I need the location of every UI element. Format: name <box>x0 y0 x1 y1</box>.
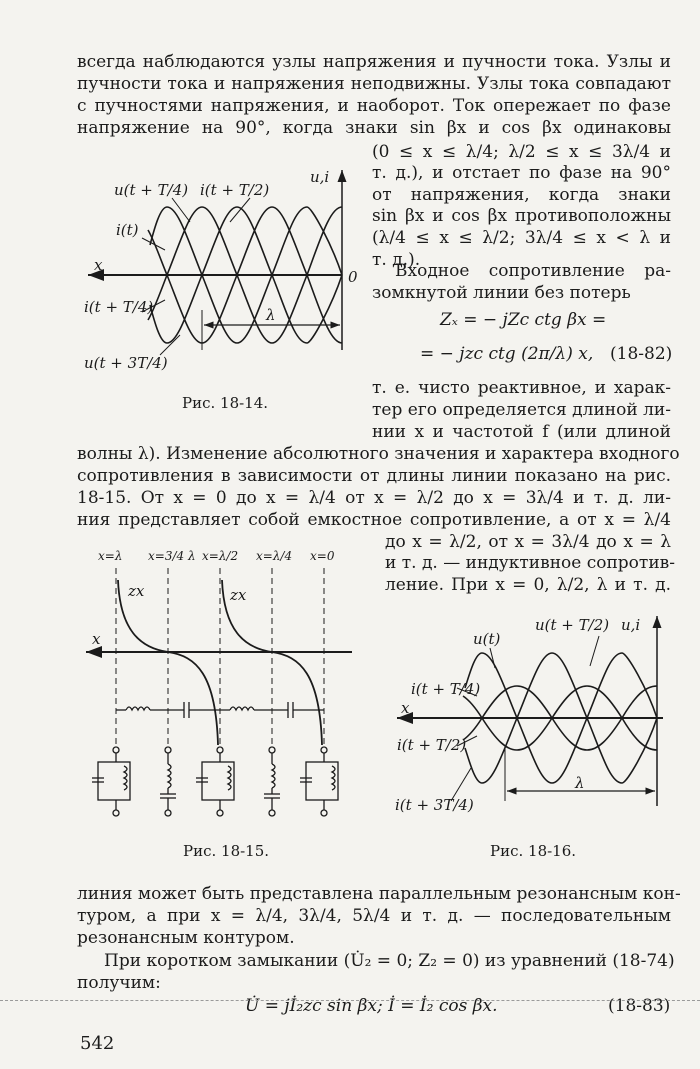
label-zero: 0 <box>348 268 358 286</box>
label-i-t-T2: i(t + T/2) <box>200 181 270 199</box>
text-line: линия может быть представлена параллельным резонансным кон- <box>77 884 681 904</box>
text-line: т. д.), и отстает по фазе на 90° <box>372 163 671 183</box>
figure-18-16 <box>385 596 685 836</box>
label-x: x <box>401 699 410 717</box>
text-line: ление. При x = 0, λ/2, λ и т. д. <box>385 575 671 595</box>
formula-18-83: U̇ = jİ₂zc sin βx; İ = İ₂ cos βx. <box>245 996 498 1016</box>
figure-18-15 <box>80 540 380 830</box>
label-lambda: λ <box>266 306 276 324</box>
label-i-t: i(t) <box>116 221 139 239</box>
label-i-t-3T4: i(t + 3T/4) <box>395 796 474 814</box>
text-line: тер его определяется длиной ли- <box>372 400 671 420</box>
text-line: с пучностями напряжения, и наоборот. Ток опережает по фазе <box>77 96 671 116</box>
page-number: 542 <box>80 1033 115 1054</box>
label-ui: u,i <box>310 168 330 186</box>
label-x-lambda-2: x=λ/2 <box>202 549 239 563</box>
text-line: (λ/4 ≤ x ≤ λ/2; 3λ/4 ≤ x < λ и <box>372 228 671 248</box>
caption-fig-18-14: Рис. 18-14. <box>182 394 269 412</box>
text-line: сопротивления в зависимости от длины линии показано на рис. <box>77 466 671 486</box>
text-line: всегда наблюдаются узлы напряжения и пучности тока. Узлы и <box>77 52 671 72</box>
label-lambda: λ <box>575 774 585 792</box>
text-line: волны λ). Изменение абсолютного значения и характера входного <box>77 444 680 464</box>
label-u-t-3T4: u(t + 3T/4) <box>84 354 168 372</box>
text-line: от напряжения, когда знаки <box>372 185 671 205</box>
caption-fig-18-15: Рис. 18-15. <box>183 842 270 860</box>
label-u-t: u(t) <box>473 630 501 648</box>
text-line: 18-15. От x = 0 до x = λ/4 от x = λ/2 до x = 3λ/4 и т. д. ли- <box>77 488 671 508</box>
label-x-lambda-4: x=λ/4 <box>256 549 293 563</box>
text-line: получим: <box>77 973 161 993</box>
caption-fig-18-16: Рис. 18-16. <box>490 842 577 860</box>
text-line: sin βx и cos βx противоположны <box>372 206 671 226</box>
label-u-t-T2: u(t + T/2) <box>535 616 610 634</box>
label-x-lambda: x=λ <box>98 549 123 563</box>
text-line: нии x и частотой f (или длиной <box>372 422 671 442</box>
formula-18-82-line2: = − jzc ctg (2π/λ) x, <box>420 344 594 364</box>
label-i-t-T4: i(t + T/4) <box>411 680 481 698</box>
label-ui: u,i <box>621 616 641 634</box>
label-x-zero: x=0 <box>310 549 335 563</box>
text-line: ния представляет собой емкостное сопротивление, а от x = λ/4 <box>77 510 671 530</box>
text-line: (0 ≤ x ≤ λ/4; λ/2 ≤ x ≤ 3λ/4 и <box>372 142 671 162</box>
formula-18-82-line1: Zₓ = − jZc ctg βx = <box>440 310 607 330</box>
figure-18-14 <box>80 150 370 390</box>
text-line: зомкнутой линии без потерь <box>372 283 631 303</box>
label-zx-2: zx <box>230 586 247 604</box>
label-x-3-4-lambda: x=3/4 λ <box>148 549 196 563</box>
text-line: резонансным контуром. <box>77 928 295 948</box>
text-line: туром, а при x = λ/4, 3λ/4, 5λ/4 и т. д. — последовательным <box>77 906 671 926</box>
text-line: т. д.). <box>372 250 421 270</box>
text-line: до x = λ/2, от x = 3λ/4 до x = λ <box>385 532 671 552</box>
scan-artifact-line <box>0 1000 700 1001</box>
label-x: x <box>94 256 103 274</box>
text-line: т. е. чисто реактивное, и харак- <box>372 378 671 398</box>
label-i-t-T2: i(t + T/2) <box>397 736 467 754</box>
formula-number: (18-83) <box>608 996 671 1016</box>
equivalent-circuits <box>92 747 338 816</box>
text-line: При коротком замыкании (U̇₂ = 0; Z₂ = 0) из уравнений (18-74) <box>104 951 675 971</box>
text-line: и т. д. — индуктивное сопротив- <box>385 553 675 573</box>
label-i-t-T4: i(t + T/4) <box>84 298 154 316</box>
text-line: Входное сопротивление ра- <box>395 261 671 281</box>
label-u-t-T4: u(t + T/4) <box>114 181 189 199</box>
text-line: пучности тока и напряжения неподвижны. Узлы тока совпадают <box>77 74 671 94</box>
text-line: напряжение на 90°, когда знаки sin βx и cos βx одинаковы <box>77 118 671 138</box>
label-x: x <box>92 630 101 648</box>
formula-number: (18-82) <box>610 344 673 364</box>
label-zx-1: zx <box>128 582 145 600</box>
